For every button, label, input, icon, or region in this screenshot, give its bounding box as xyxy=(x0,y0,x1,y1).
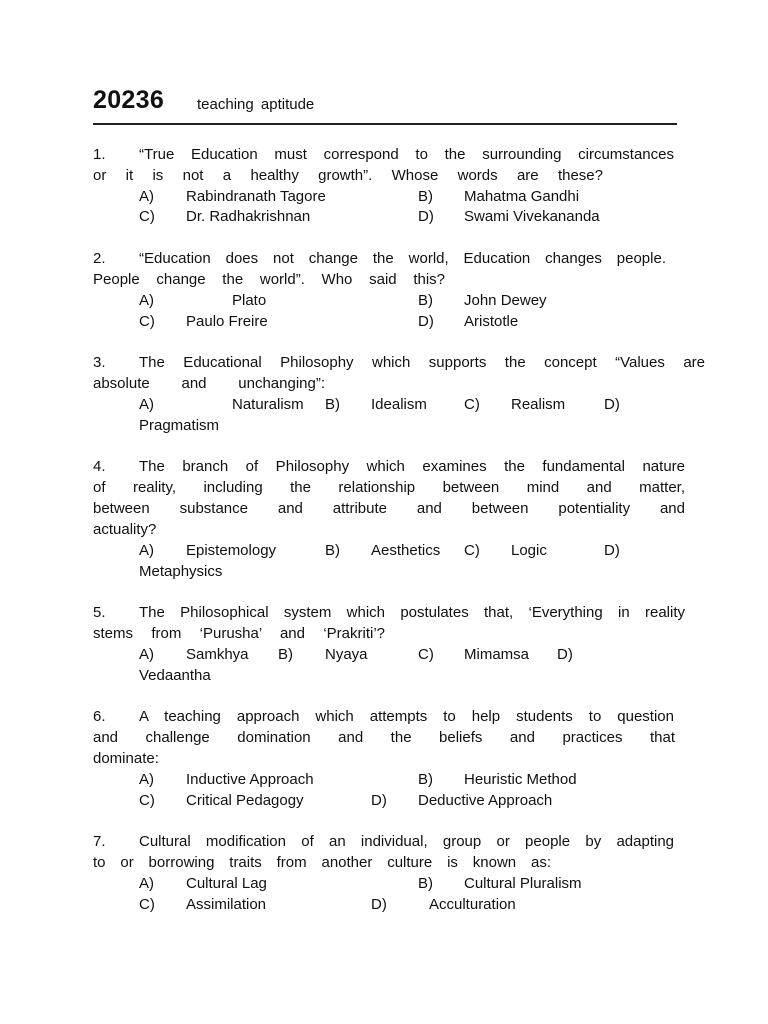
option-a: Inductive Approach xyxy=(186,771,314,788)
option-a: Rabindranath Tagore xyxy=(186,188,326,205)
question-text-line: stems from ‘Purusha’ and ‘Prakriti’? xyxy=(93,625,385,642)
paper-code: 20236 xyxy=(93,86,165,114)
option-d: Pragmatism xyxy=(139,417,220,434)
question-number: 3. xyxy=(93,354,106,371)
option-b: Idealism xyxy=(371,396,427,413)
question-text-line: “Education does not change the world, Education changes people. xyxy=(139,250,666,267)
option-b: Heuristic Method xyxy=(464,771,577,788)
question-text-line: Cultural modification of an individual, group or people by adapting xyxy=(139,833,674,850)
option-label-d: D) xyxy=(557,646,573,663)
option-d: Deductive Approach xyxy=(418,792,553,809)
option-d: Swami Vivekananda xyxy=(464,208,600,225)
option-c: Dr. Radhakrishnan xyxy=(186,208,311,225)
question-text-line: dominate: xyxy=(93,750,159,767)
option-label-a: A) xyxy=(139,646,154,663)
option-label-a: A) xyxy=(139,396,154,413)
option-label-a: A) xyxy=(139,292,154,309)
option-d: Vedaantha xyxy=(139,667,211,684)
option-c: Paulo Freire xyxy=(186,313,268,330)
option-b: Mahatma Gandhi xyxy=(464,188,580,205)
option-a: Plato xyxy=(232,292,267,309)
question-text-line: or it is not a healthy growth”. Whose words are these? xyxy=(93,167,603,184)
question-text-line: The Philosophical system which postulates that, ‘Everything in reality xyxy=(139,604,685,621)
option-c: Mimamsa xyxy=(464,646,530,663)
option-a: Samkhya xyxy=(186,646,249,663)
option-label-b: B) xyxy=(325,396,340,413)
question-text-line: “True Education must correspond to the surrounding circumstances xyxy=(139,146,674,163)
question-number: 5. xyxy=(93,604,106,621)
question-text-line: The branch of Philosophy which examines the fundamental nature xyxy=(139,458,685,475)
option-a: Epistemology xyxy=(186,542,277,559)
option-d: Metaphysics xyxy=(139,563,223,580)
header-divider xyxy=(93,123,677,125)
option-b: Nyaya xyxy=(325,646,368,663)
question-text-line: of reality, including the relationship between mind and matter, xyxy=(93,479,685,496)
option-label-c: C) xyxy=(139,896,155,913)
question-number: 4. xyxy=(93,458,106,475)
option-label-d: D) xyxy=(418,208,434,225)
option-b: John Dewey xyxy=(464,292,547,309)
option-label-a: A) xyxy=(139,771,154,788)
option-label-b: B) xyxy=(418,771,433,788)
question-text-line: and challenge domination and the beliefs and practices that xyxy=(93,729,675,746)
option-d: Aristotle xyxy=(464,313,519,330)
question-text-line: People change the world”. Who said this? xyxy=(93,271,445,288)
question-number: 6. xyxy=(93,708,106,725)
option-label-a: A) xyxy=(139,188,154,205)
option-label-b: B) xyxy=(418,292,433,309)
option-label-d: D) xyxy=(604,396,620,413)
option-label-d: D) xyxy=(604,542,620,559)
option-label-b: B) xyxy=(418,188,433,205)
option-a: Naturalism xyxy=(232,396,304,413)
question-text-line: to or borrowing traits from another culture is known as: xyxy=(93,854,551,871)
option-label-a: A) xyxy=(139,875,154,892)
option-c: Critical Pedagogy xyxy=(186,792,304,809)
option-label-c: C) xyxy=(464,542,480,559)
option-c: Realism xyxy=(511,396,566,413)
option-label-c: C) xyxy=(139,208,155,225)
option-c: Assimilation xyxy=(186,896,267,913)
question-text-line: A teaching approach which attempts to help students to question xyxy=(139,708,674,725)
option-a: Cultural Lag xyxy=(186,875,267,892)
question-number: 1. xyxy=(93,146,106,163)
option-label-b: B) xyxy=(325,542,340,559)
question-text-line: actuality? xyxy=(93,521,157,538)
option-label-c: C) xyxy=(464,396,480,413)
option-label-c: C) xyxy=(418,646,434,663)
option-label-d: D) xyxy=(371,792,387,809)
question-text-line: absolute and unchanging”: xyxy=(93,375,325,392)
paper-subject: teaching aptitude xyxy=(197,96,315,113)
option-label-c: C) xyxy=(139,792,155,809)
option-label-b: B) xyxy=(278,646,293,663)
option-label-a: A) xyxy=(139,542,154,559)
option-label-d: D) xyxy=(418,313,434,330)
option-d: Acculturation xyxy=(429,896,516,913)
option-label-b: B) xyxy=(418,875,433,892)
option-c: Logic xyxy=(511,542,547,559)
question-number: 2. xyxy=(93,250,106,267)
question-text-line: The Educational Philosophy which supports the concept “Values are xyxy=(139,354,705,371)
question-number: 7. xyxy=(93,833,106,850)
question-text-line: between substance and attribute and between potentiality and xyxy=(93,500,685,517)
option-label-d: D) xyxy=(371,896,387,913)
option-b: Cultural Pluralism xyxy=(464,875,582,892)
option-b: Aesthetics xyxy=(371,542,441,559)
option-label-c: C) xyxy=(139,313,155,330)
page-header xyxy=(93,86,677,126)
